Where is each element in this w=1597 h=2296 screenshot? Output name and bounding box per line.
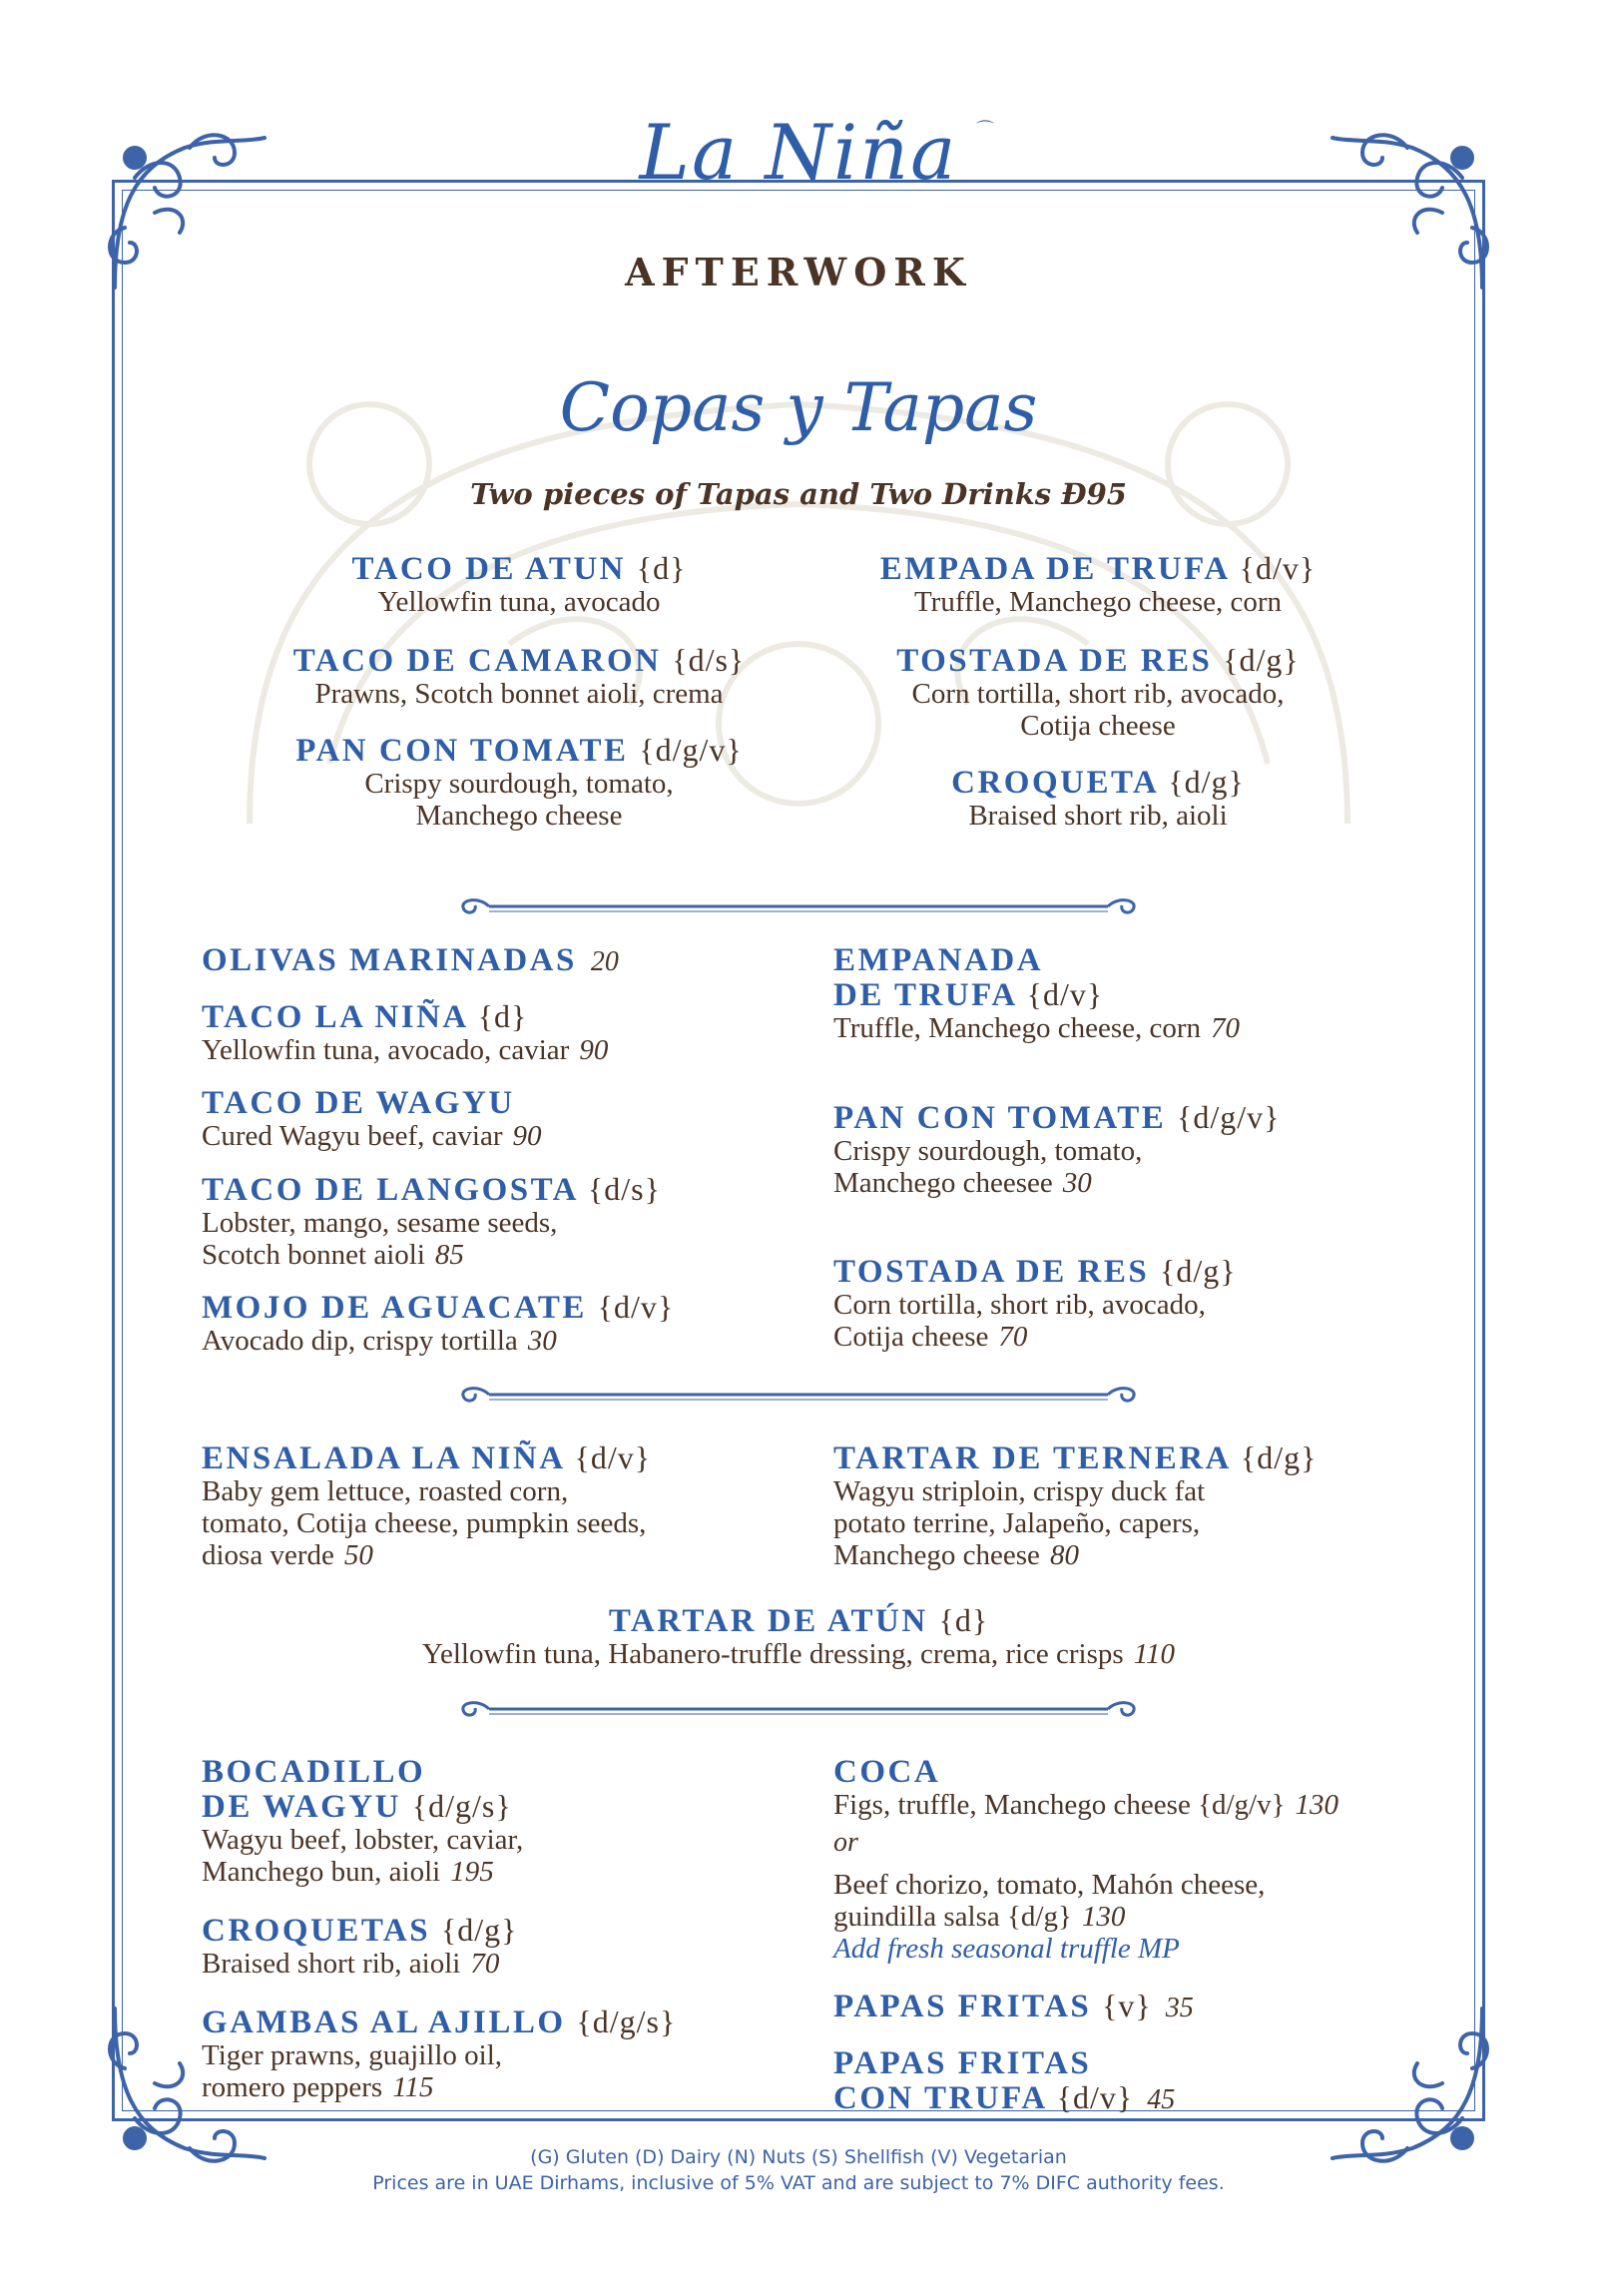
item-name: PAN CON TOMATE [295,733,629,769]
item-desc: diosa verde [202,1539,334,1571]
item-name: TACO DE LANGOSTA [202,1172,578,1208]
item-name: TACO DE WAGYU [202,1085,515,1121]
scroll-divider-icon [449,1694,1148,1724]
item-tag: {v} [1102,1988,1152,2023]
item-desc: Cured Wagyu beef, caviar [202,1120,503,1152]
menu-item [202,2005,676,2103]
brand-logo: La Niña [639,108,958,197]
item-tag: {d/v} [1026,976,1104,1012]
item-name: COCA [833,1754,941,1790]
item-desc: Braised short rib, aioli [968,800,1228,832]
item-name: PAPAS FRITAS [833,1989,1092,2024]
menu-item [833,1254,1237,1353]
item-tag: {d/s} [587,1171,661,1207]
promo-item [220,643,818,710]
item-price: 70 [998,1321,1028,1353]
item-price: 50 [343,1539,373,1571]
item-desc: Yellowfin tuna, avocado [377,586,661,618]
menu-item [202,999,608,1066]
item-name: MOJO DE AGUACATE [202,1290,587,1326]
item-tag: {d/g/v} [1177,1099,1281,1135]
item-desc: Truffle, Manchego cheese, corn [833,1012,1202,1044]
scroll-divider-icon [449,891,1148,921]
or-label: or [833,1827,858,1858]
menu-item [833,943,1240,1044]
item-desc: Prawns, Scotch bonnet aioli, crema [314,678,724,710]
menu-item [200,1603,1397,1670]
menu-item [833,1755,1338,1966]
item-tag: {d/g/v} [639,732,743,768]
item-name: DE TRUFA [833,977,1016,1013]
item-desc: guindilla salsa {d/g} [833,1901,1072,1933]
item-desc: Beef chorizo, tomato, Mahón cheese, [833,1869,1266,1901]
item-name: TACO DE CAMARON [292,643,662,679]
item-name: TOSTADA DE RES [833,1254,1150,1290]
menu-item [833,1440,1317,1571]
item-desc: Cotija cheese [833,1321,989,1353]
promo-item [798,765,1397,832]
item-name: GAMBAS AL AJILLO [202,2005,566,2040]
scroll-divider-icon [449,1380,1148,1410]
item-desc: Wagyu striploin, crispy duck fat [833,1475,1206,1507]
price-disclaimer: Prices are in UAE Dirhams, inclusive of 5% VAT and are subject to 7% DIFC authority fees. [372,2172,1225,2194]
item-tag: {d/g/s} [576,2004,677,2039]
item-desc: Manchego cheese [833,1539,1040,1571]
item-name: DE WAGYU [202,1789,402,1825]
item-desc: Braised short rib, aioli [202,1948,461,1980]
item-tag: {d/g/s} [411,1788,512,1824]
item-price: 80 [1049,1539,1079,1571]
item-desc: Cotija cheese [1020,710,1176,742]
item-name: CROQUETA [951,765,1158,801]
item-name: TACO LA NIÑA [202,999,467,1035]
item-desc: Wagyu beef, lobster, caviar, [202,1824,524,1856]
item-desc: romero peppers [202,2071,383,2103]
item-desc: Manchego cheese [415,800,623,832]
item-desc: Crispy sourdough, tomato, [833,1135,1143,1167]
item-price: 70 [1211,1012,1241,1044]
item-desc: Yellowfin tuna, avocado, caviar [202,1034,570,1066]
item-tag: {d/g} [1159,1253,1237,1289]
item-desc: Crispy sourdough, tomato, [364,768,674,800]
item-name: TOSTADA DE RES [896,643,1213,679]
item-desc: Tiger prawns, guajillo oil, [202,2039,503,2071]
item-price: 130 [1081,1901,1126,1933]
promo-item [220,551,818,618]
item-tag: {d/v} [1056,2079,1134,2115]
menu-item [202,943,619,979]
item-tag: {d/g} [1223,642,1300,678]
menu-item [833,2046,1175,2117]
menu-item [202,1913,517,1980]
item-desc: Lobster, mango, sesame seeds, [202,1207,558,1239]
promo-item [798,643,1397,742]
item-tag: {d/v} [574,1439,652,1475]
item-price: 85 [434,1239,464,1271]
item-desc: Corn tortilla, short rib, avocado, [911,678,1285,710]
item-name: ENSALADA LA NIÑA [202,1440,564,1476]
item-desc: tomato, Cotija cheese, pumpkin seeds, [202,1507,647,1539]
menu-item [202,1755,523,1888]
item-desc: Manchego cheesee [833,1167,1053,1199]
item-price: 110 [1133,1638,1176,1670]
item-name: EMPANADA [833,942,1044,978]
promo-item [220,733,818,832]
menu-item [202,1290,674,1357]
item-price: 195 [450,1856,494,1888]
item-tag: {d/g} [440,1912,518,1948]
item-desc: Figs, truffle, Manchego cheese {d/g/v} [833,1789,1286,1821]
item-price: 45 [1147,2084,1176,2115]
item-name: EMPADA DE TRUFA [879,551,1229,587]
allergen-legend: (G) Gluten (D) Dairy (N) Nuts (S) Shellfish (V) Vegetarian [530,2146,1067,2168]
item-price: 35 [1165,1993,1194,2023]
menu-item [202,1440,651,1571]
item-name: TACO DE ATUN [351,551,626,587]
bird-icon: ⌒ [976,120,994,141]
item-price: 90 [512,1120,542,1152]
item-tag: {d/g} [1240,1439,1318,1475]
item-price: 70 [470,1948,500,1980]
truffle-note: Add fresh seasonal truffle MP [833,1933,1180,1965]
menu-item [833,1989,1194,2025]
item-tag: {d/s} [672,642,746,678]
promo-subtitle: Two pieces of Tapas and Two Drinks Ð95 [470,477,1127,511]
item-name: BOCADILLO [202,1754,426,1790]
item-tag: {d} [938,1602,989,1638]
item-desc: Manchego bun, aioli [202,1856,441,1888]
item-price: 130 [1295,1789,1339,1821]
item-desc: Baby gem lettuce, roasted corn, [202,1475,569,1507]
promo-item [798,551,1397,618]
item-desc: Truffle, Manchego cheese, corn [913,586,1283,618]
menu-item [833,1100,1281,1199]
item-name: TARTAR DE TERNERA [833,1440,1231,1476]
item-price: 115 [392,2071,434,2103]
promo-title: Copas y Tapas [559,369,1038,446]
menu-item [202,1172,661,1271]
item-tag: {d/v} [1239,550,1317,586]
menu-item [202,1086,542,1152]
item-tag: {d} [477,998,528,1034]
page-title: AFTERWORK [625,250,972,294]
item-price: 30 [1062,1167,1092,1199]
item-price: 90 [579,1034,609,1066]
item-name: PAN CON TOMATE [833,1100,1167,1136]
item-name: OLIVAS MARINADAS [202,942,577,978]
item-name: CON TRUFA [833,2080,1046,2116]
item-name: TARTAR DE ATÚN [608,1603,928,1639]
item-desc: Scotch bonnet aioli [202,1239,425,1271]
item-desc: Yellowfin tuna, Habanero-truffle dressing, crema, rice crisps [421,1638,1124,1670]
item-tag: {d} [636,550,687,586]
item-name: PAPAS FRITAS [833,2045,1092,2081]
item-desc: potato terrine, Jalapeño, capers, [833,1507,1201,1539]
item-tag: {d/g} [1168,764,1245,800]
item-desc: Avocado dip, crispy tortilla [202,1325,518,1357]
item-name: CROQUETAS [202,1913,431,1949]
item-price: 20 [590,946,619,977]
item-tag: {d/v} [597,1289,675,1325]
item-price: 30 [527,1325,557,1357]
item-desc: Corn tortilla, short rib, avocado, [833,1289,1206,1321]
